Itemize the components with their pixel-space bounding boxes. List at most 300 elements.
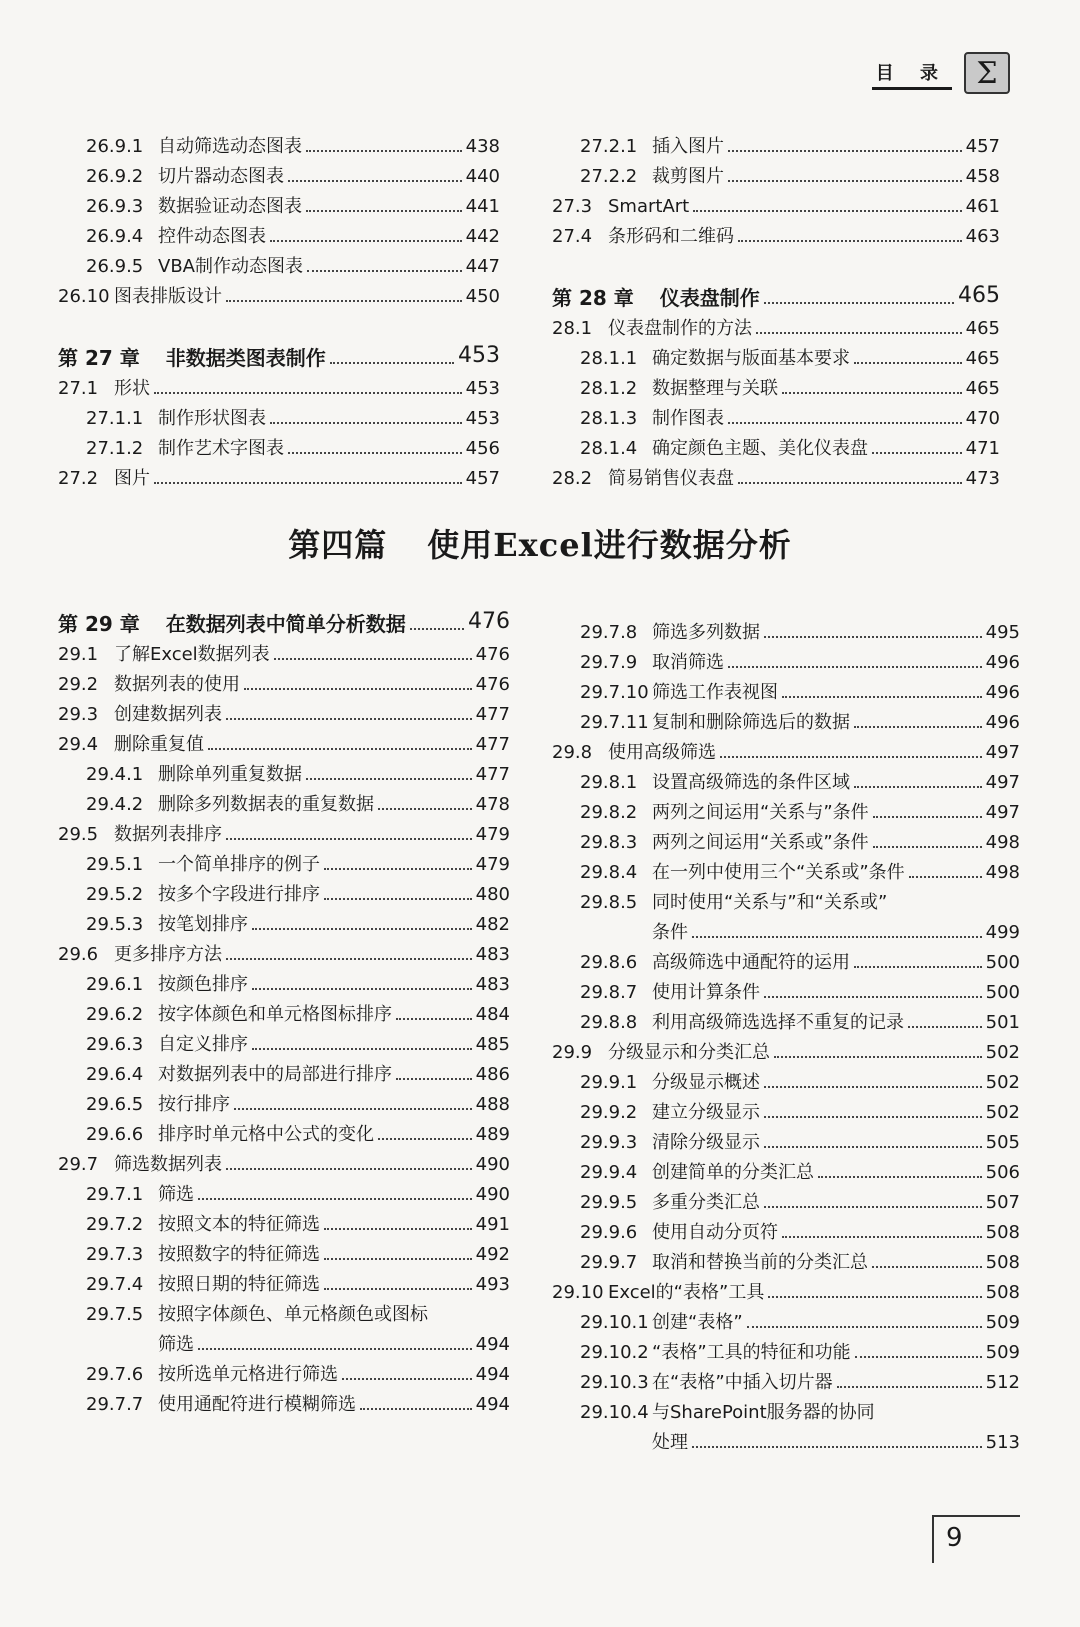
- toc-page-number: 477: [475, 734, 510, 756]
- toc-page-number: 508: [985, 1252, 1020, 1274]
- toc-entry: [552, 764, 1020, 794]
- toc-entry-title: 删除重复值: [114, 734, 204, 756]
- toc-page-number: 471: [965, 438, 1000, 460]
- toc-entry-title: 裁剪图片: [652, 166, 724, 188]
- toc-page-number: 483: [475, 974, 510, 996]
- toc-entry-number: 29.9.4: [580, 1162, 638, 1184]
- toc-spacer: [58, 308, 500, 318]
- toc-entry-title: 了解Excel数据列表: [114, 644, 270, 666]
- toc-entry: [552, 824, 1020, 854]
- toc-entry-number: 28.2: [552, 468, 593, 490]
- toc-entry-title: 分级显示概述: [652, 1072, 760, 1094]
- toc-entry-title: 对数据列表中的局部进行排序: [158, 1064, 392, 1086]
- toc-entry-title: 图表排版设计: [114, 286, 222, 308]
- toc-entry-title: 筛选多列数据: [652, 622, 760, 644]
- toc-entry: [552, 1364, 1020, 1394]
- toc-page-number: 508: [985, 1282, 1020, 1304]
- toc-entry-number: 29.5.3: [86, 914, 144, 936]
- toc-entry: [552, 1394, 1020, 1424]
- toc-leader-dots: [274, 658, 472, 660]
- toc-chapter-entry: [58, 326, 500, 370]
- toc-entry-title: 排序时单元格中公式的变化: [158, 1124, 374, 1146]
- toc-page-number: 493: [475, 1274, 510, 1296]
- toc-page-number: 465: [965, 318, 1000, 340]
- toc-leader-dots: [782, 696, 982, 698]
- toc-entry-title: 同时使用“关系与”和“关系或”: [652, 892, 888, 914]
- toc-entry-title: 简易销售仪表盘: [608, 468, 734, 490]
- toc-leader-dots: [324, 898, 472, 900]
- toc-leader-dots: [396, 1018, 472, 1020]
- toc-page-number: 496: [985, 652, 1020, 674]
- toc-entry-number: 29.10.1: [580, 1312, 649, 1334]
- toc-entry-title: 制作图表: [652, 408, 724, 430]
- toc-entry-number: 28.1.4: [580, 438, 638, 460]
- toc-page-number: 505: [985, 1132, 1020, 1154]
- toc-page-number: 442: [465, 226, 500, 248]
- toc-entry-number: 26.10: [58, 286, 110, 308]
- header-label: 目 录: [872, 57, 952, 90]
- toc-page-number: 498: [985, 862, 1020, 884]
- toc-page-number: 478: [475, 794, 510, 816]
- part-name: 使用Excel进行数据分析: [427, 526, 792, 564]
- toc-leader-dots: [252, 928, 472, 930]
- toc-entry: [552, 430, 1000, 460]
- toc-leader-dots: [396, 1078, 472, 1080]
- toc-entry: [552, 734, 1020, 764]
- toc-leader-dots: [270, 240, 462, 242]
- toc-leader-dots: [288, 452, 462, 454]
- toc-entry-number: 29.9.1: [580, 1072, 638, 1094]
- toc-entry: [552, 1184, 1020, 1214]
- toc-leader-dots: [720, 756, 982, 758]
- toc-entry-title: 按照文本的特征筛选: [158, 1214, 320, 1236]
- toc-page-number: 453: [458, 343, 500, 369]
- toc-entry: [58, 726, 510, 756]
- toc-page-number: 509: [985, 1312, 1020, 1334]
- toc-leader-dots: [854, 726, 982, 728]
- toc-entry: [58, 636, 510, 666]
- toc-entry: [58, 1086, 510, 1116]
- toc-page-number: 497: [985, 802, 1020, 824]
- toc-entry-number: 29.9: [552, 1042, 593, 1064]
- toc-entry-number: 29.7.7: [86, 1394, 144, 1416]
- toc-leader-dots: [782, 392, 962, 394]
- toc-entry-continuation: [58, 1326, 510, 1356]
- toc-entry-number: 第 29 章: [58, 611, 140, 636]
- toc-entry-number: 29.4: [58, 734, 99, 756]
- toc-entry-title: 控件动态图表: [158, 226, 266, 248]
- toc-entry-title: 清除分级显示: [652, 1132, 760, 1154]
- toc-entry-number: 29.8.3: [580, 832, 638, 854]
- toc-leader-dots: [226, 1168, 472, 1170]
- toc-entry-number: 27.1.2: [86, 438, 144, 460]
- toc-entry-title: 非数据类图表制作: [165, 345, 326, 370]
- toc-page-number: 496: [985, 682, 1020, 704]
- toc-page-number: 465: [965, 378, 1000, 400]
- toc-entry: [552, 460, 1000, 490]
- toc-leader-dots: [324, 1228, 472, 1230]
- toc-entry-title: 取消筛选: [652, 652, 724, 674]
- toc-page-number: 490: [475, 1154, 510, 1176]
- toc-entry-title: 条形码和二维码: [608, 226, 734, 248]
- toc-leader-dots: [198, 1348, 472, 1350]
- toc-leader-dots: [226, 300, 462, 302]
- toc-entry: [58, 218, 500, 248]
- toc-leader-dots: [909, 876, 982, 878]
- toc-entry-number: 27.2.1: [580, 136, 638, 158]
- toc-page-number: 508: [985, 1222, 1020, 1244]
- toc-entry-title: VBA制作动态图表: [158, 256, 303, 278]
- toc-entry-number: 29.7.1: [86, 1184, 144, 1206]
- toc-entry: [552, 1124, 1020, 1154]
- toc-page-number: 506: [985, 1162, 1020, 1184]
- toc-page-number: 458: [965, 166, 1000, 188]
- toc-entry-title: 高级筛选中通配符的运用: [652, 952, 850, 974]
- toc-entry-title: 在“表格”中插入切片器: [652, 1372, 833, 1394]
- toc-entry: [58, 1236, 510, 1266]
- toc-entry-title: 复制和删除筛选后的数据: [652, 712, 850, 734]
- toc-entry-title: 数据整理与关联: [652, 378, 778, 400]
- toc-entry-number: 26.9.2: [86, 166, 144, 188]
- toc-entry-title-cont: 筛选: [158, 1334, 194, 1356]
- toc-entry-title: 使用通配符进行模糊筛选: [158, 1394, 356, 1416]
- toc-entry: [58, 816, 510, 846]
- toc-entry-title: 仪表盘制作的方法: [608, 318, 752, 340]
- toc-page-number: 470: [965, 408, 1000, 430]
- toc-page-number: 494: [475, 1394, 510, 1416]
- toc-entry-number: 29.8.6: [580, 952, 638, 974]
- toc-leader-dots: [270, 422, 462, 424]
- toc-page-number: 492: [475, 1244, 510, 1266]
- toc-page-number: 465: [958, 283, 1000, 309]
- toc-entry-title: 确定颜色主题、美化仪表盘: [652, 438, 868, 460]
- toc-leader-dots: [855, 1356, 982, 1358]
- toc-page-number: 500: [985, 952, 1020, 974]
- toc-page-number: 486: [475, 1064, 510, 1086]
- toc-entry-number: 29.4.2: [86, 794, 144, 816]
- toc-entry: [58, 1026, 510, 1056]
- toc-leader-dots: [738, 240, 962, 242]
- toc-entry-title: 使用计算条件: [652, 982, 760, 1004]
- toc-page-number: 496: [985, 712, 1020, 734]
- toc-entry: [552, 370, 1000, 400]
- toc-page-number: 461: [965, 196, 1000, 218]
- toc-column-top-left: [58, 128, 500, 490]
- toc-entry: [58, 128, 500, 158]
- toc-entry-continuation: [552, 914, 1020, 944]
- toc-entry: [58, 158, 500, 188]
- toc-entry-title: 删除多列数据表的重复数据: [158, 794, 374, 816]
- toc-entry-title: 按行排序: [158, 1094, 230, 1116]
- toc-leader-dots: [306, 150, 462, 152]
- toc-entry-number: 27.1: [58, 378, 99, 400]
- toc-entry: [58, 1056, 510, 1086]
- toc-entry: [58, 876, 510, 906]
- toc-entry-title: 利用高级筛选选择不重复的记录: [652, 1012, 904, 1034]
- toc-entry: [58, 1146, 510, 1176]
- toc-entry-number: 26.9.5: [86, 256, 144, 278]
- toc-entry: [58, 696, 510, 726]
- toc-entry-number: 27.4: [552, 226, 593, 248]
- toc-page-number: 477: [475, 764, 510, 786]
- toc-leader-dots: [854, 786, 982, 788]
- toc-entry-title: 图片: [114, 468, 150, 490]
- toc-leader-dots: [738, 482, 962, 484]
- toc-page-number: 484: [475, 1004, 510, 1026]
- toc-page-number: 501: [985, 1012, 1020, 1034]
- toc-entry-title-cont: 处理: [652, 1432, 688, 1454]
- toc-entry-title: 分级显示和分类汇总: [608, 1042, 770, 1064]
- toc-entry: [552, 884, 1020, 914]
- toc-page-number: 465: [965, 348, 1000, 370]
- toc-entry-number: 29.7: [58, 1154, 99, 1176]
- toc-entry-title: 筛选: [158, 1184, 194, 1206]
- toc-entry: [552, 1094, 1020, 1124]
- toc-page-number: 490: [475, 1184, 510, 1206]
- toc-entry-title: Excel的“表格”工具: [608, 1282, 765, 1304]
- toc-leader-dots: [360, 1408, 472, 1410]
- toc-entry: [58, 188, 500, 218]
- toc-entry-title: 使用自动分页符: [652, 1222, 778, 1244]
- toc-entry-number: 29.5.1: [86, 854, 144, 876]
- toc-page-number: 491: [475, 1214, 510, 1236]
- toc-entry-number: 29.8.7: [580, 982, 638, 1004]
- toc-page-number: 513: [985, 1432, 1020, 1454]
- toc-entry-number: 29.9.6: [580, 1222, 638, 1244]
- toc-entry-number: 第 28 章: [552, 285, 634, 310]
- toc-page-number: 485: [475, 1034, 510, 1056]
- toc-entry-number: 26.9.1: [86, 136, 144, 158]
- toc-entry-title: 按照字体颜色、单元格颜色或图标: [158, 1304, 428, 1326]
- toc-entry: [58, 846, 510, 876]
- toc-entry-number: 29.6.1: [86, 974, 144, 996]
- toc-entry: [58, 1176, 510, 1206]
- toc-entry: [552, 1244, 1020, 1274]
- toc-page-number: 463: [965, 226, 1000, 248]
- toc-entry: [58, 248, 500, 278]
- toc-entry: [552, 944, 1020, 974]
- toc-leader-dots: [306, 778, 472, 780]
- toc-entry-number: 29.6: [58, 944, 99, 966]
- toc-entry: [58, 936, 510, 966]
- toc-entry-title: 建立分级显示: [652, 1102, 760, 1124]
- toc-leader-dots: [908, 1026, 982, 1028]
- toc-entry-title: 按笔划排序: [158, 914, 248, 936]
- toc-leader-dots: [324, 868, 472, 870]
- toc-entry-number: 29.5: [58, 824, 99, 846]
- toc-entry-number: 29.10.2: [580, 1342, 649, 1364]
- toc-entry-title: 筛选工作表视图: [652, 682, 778, 704]
- toc-entry-title: 自动筛选动态图表: [158, 136, 302, 158]
- toc-entry: [58, 370, 500, 400]
- toc-entry-title: 一个简单排序的例子: [158, 854, 320, 876]
- toc-entry: [552, 1034, 1020, 1064]
- toc-entry-title: 删除单列重复数据: [158, 764, 302, 786]
- toc-page-number: 499: [985, 922, 1020, 944]
- toc-entry: [552, 218, 1000, 248]
- toc-entry-number: 29.7.2: [86, 1214, 144, 1236]
- toc-leader-dots: [728, 150, 962, 152]
- toc-entry: [58, 1386, 510, 1416]
- toc-entry: [552, 128, 1000, 158]
- toc-leader-dots: [244, 688, 472, 690]
- toc-entry-title: 设置高级筛选的条件区域: [652, 772, 850, 794]
- toc-entry-title: 确定数据与版面基本要求: [652, 348, 850, 370]
- toc-leader-dots: [728, 180, 962, 182]
- toc-entry-number: 29.7.3: [86, 1244, 144, 1266]
- part-title: [0, 520, 1080, 566]
- toc-entry-number: 第 27 章: [58, 345, 140, 370]
- toc-entry: [552, 400, 1000, 430]
- toc-page-number: 479: [475, 824, 510, 846]
- toc-entry-title: 按字体颜色和单元格图标排序: [158, 1004, 392, 1026]
- toc-page-number: 507: [985, 1192, 1020, 1214]
- toc-page-number: 502: [985, 1072, 1020, 1094]
- toc-entry-title: 创建数据列表: [114, 704, 222, 726]
- toc-leader-dots: [692, 1446, 982, 1448]
- toc-page-number: 457: [965, 136, 1000, 158]
- toc-entry-number: 28.1.2: [580, 378, 638, 400]
- toc-page-number: 456: [465, 438, 500, 460]
- toc-page-number: 482: [475, 914, 510, 936]
- toc-leader-dots: [306, 210, 462, 212]
- toc-entry-title: 形状: [114, 378, 150, 400]
- toc-page-number: 479: [475, 854, 510, 876]
- sigma-icon: Σ: [964, 52, 1010, 94]
- toc-entry: [58, 460, 500, 490]
- toc-entry-number: 29.6.2: [86, 1004, 144, 1026]
- toc-page-number: 495: [985, 622, 1020, 644]
- toc-entry-number: 29.8.2: [580, 802, 638, 824]
- toc-entry: [552, 1214, 1020, 1244]
- toc-entry-number: 27.3: [552, 196, 593, 218]
- toc-leader-dots: [198, 1198, 472, 1200]
- toc-page-number: 476: [468, 609, 510, 635]
- toc-leader-dots: [837, 1386, 982, 1388]
- toc-entry-number: 29.6.3: [86, 1034, 144, 1056]
- toc-page-number: 483: [475, 944, 510, 966]
- toc-page-number: 502: [985, 1042, 1020, 1064]
- toc-entry-title: 更多排序方法: [114, 944, 222, 966]
- toc-entry: [552, 1274, 1020, 1304]
- toc-entry: [58, 1356, 510, 1386]
- toc-leader-dots: [728, 666, 982, 668]
- toc-leader-dots: [818, 1176, 982, 1178]
- toc-page-number: 494: [475, 1364, 510, 1386]
- toc-entry-number: 29.8.5: [580, 892, 638, 914]
- toc-leader-dots: [756, 332, 962, 334]
- toc-entry-number: 29.6.4: [86, 1064, 144, 1086]
- toc-page-number: 453: [465, 378, 500, 400]
- toc-entry-number: 27.2: [58, 468, 99, 490]
- toc-leader-dots: [307, 270, 462, 272]
- toc-entry-title: 两列之间运用“关系与”条件: [652, 802, 869, 824]
- toc-chapter-entry: [552, 266, 1000, 310]
- toc-entry-title: 按所选单元格进行筛选: [158, 1364, 338, 1386]
- toc-leader-dots: [854, 966, 982, 968]
- toc-entry-title: 筛选数据列表: [114, 1154, 222, 1176]
- toc-entry-number: 29.2: [58, 674, 99, 696]
- toc-leader-dots: [872, 1266, 982, 1268]
- toc-entry-number: 29.7.8: [580, 622, 638, 644]
- toc-entry-number: 29.3: [58, 704, 99, 726]
- toc-entry: [552, 1064, 1020, 1094]
- toc-leader-dots: [226, 718, 472, 720]
- toc-entry-title: 在一列中使用三个“关系或”条件: [652, 862, 905, 884]
- toc-leader-dots: [208, 748, 472, 750]
- toc-entry-number: 29.7.11: [580, 712, 649, 734]
- toc-page-number: 441: [465, 196, 500, 218]
- toc-entry-title: 数据验证动态图表: [158, 196, 302, 218]
- toc-leader-dots: [728, 422, 962, 424]
- toc-page-number: 489: [475, 1124, 510, 1146]
- toc-leader-dots: [854, 362, 962, 364]
- toc-entry: [58, 1296, 510, 1326]
- part-label: 第四篇: [288, 526, 388, 564]
- toc-leader-dots: [226, 838, 472, 840]
- toc-page-number: 502: [985, 1102, 1020, 1124]
- toc-page-number: 488: [475, 1094, 510, 1116]
- toc-entry: [552, 1154, 1020, 1184]
- toc-leader-dots: [342, 1378, 472, 1380]
- toc-entry: [58, 1116, 510, 1146]
- toc-entry: [552, 158, 1000, 188]
- toc-page-number: 494: [475, 1334, 510, 1356]
- toc-leader-dots: [252, 988, 472, 990]
- toc-entry: [552, 794, 1020, 824]
- toc-leader-dots: [764, 302, 954, 304]
- toc-entry-number: 29.9.5: [580, 1192, 638, 1214]
- toc-page-number: 447: [465, 256, 500, 278]
- toc-entry-title: 按照数字的特征筛选: [158, 1244, 320, 1266]
- toc-leader-dots: [324, 1288, 472, 1290]
- toc-leader-dots: [226, 958, 472, 960]
- toc-entry: [552, 674, 1020, 704]
- page-header: [872, 52, 1010, 94]
- toc-entry-continuation: [552, 1424, 1020, 1454]
- toc-entry: [552, 644, 1020, 674]
- toc-column-bottom-right: [552, 614, 1020, 1454]
- toc-page-number: 497: [985, 742, 1020, 764]
- toc-page-number: 480: [475, 884, 510, 906]
- toc-entry-title: 制作形状图表: [158, 408, 266, 430]
- toc-entry-number: 29.7.6: [86, 1364, 144, 1386]
- toc-leader-dots: [873, 816, 982, 818]
- toc-page-number: 500: [985, 982, 1020, 1004]
- toc-page-number: 476: [475, 644, 510, 666]
- toc-entry: [58, 400, 500, 430]
- toc-page-number: 450: [465, 286, 500, 308]
- toc-leader-dots: [873, 846, 982, 848]
- toc-leader-dots: [764, 636, 982, 638]
- toc-entry-number: 29.9.2: [580, 1102, 638, 1124]
- page-number: 9: [946, 1523, 963, 1553]
- toc-leader-dots: [782, 1236, 982, 1238]
- toc-page-number: 509: [985, 1342, 1020, 1364]
- toc-entry-title: 在数据列表中简单分析数据: [165, 611, 406, 636]
- toc-page-number: 453: [465, 408, 500, 430]
- toc-entry: [58, 756, 510, 786]
- toc-entry-number: 29.8: [552, 742, 593, 764]
- toc-page-number: 473: [965, 468, 1000, 490]
- toc-entry: [552, 614, 1020, 644]
- toc-entry-title: 仪表盘制作: [659, 285, 760, 310]
- toc-entry-number: 28.1.3: [580, 408, 638, 430]
- toc-entry: [58, 1266, 510, 1296]
- toc-page-number: 477: [475, 704, 510, 726]
- toc-chapter-entry: [58, 592, 510, 636]
- toc-entry-number: 29.10: [552, 1282, 604, 1304]
